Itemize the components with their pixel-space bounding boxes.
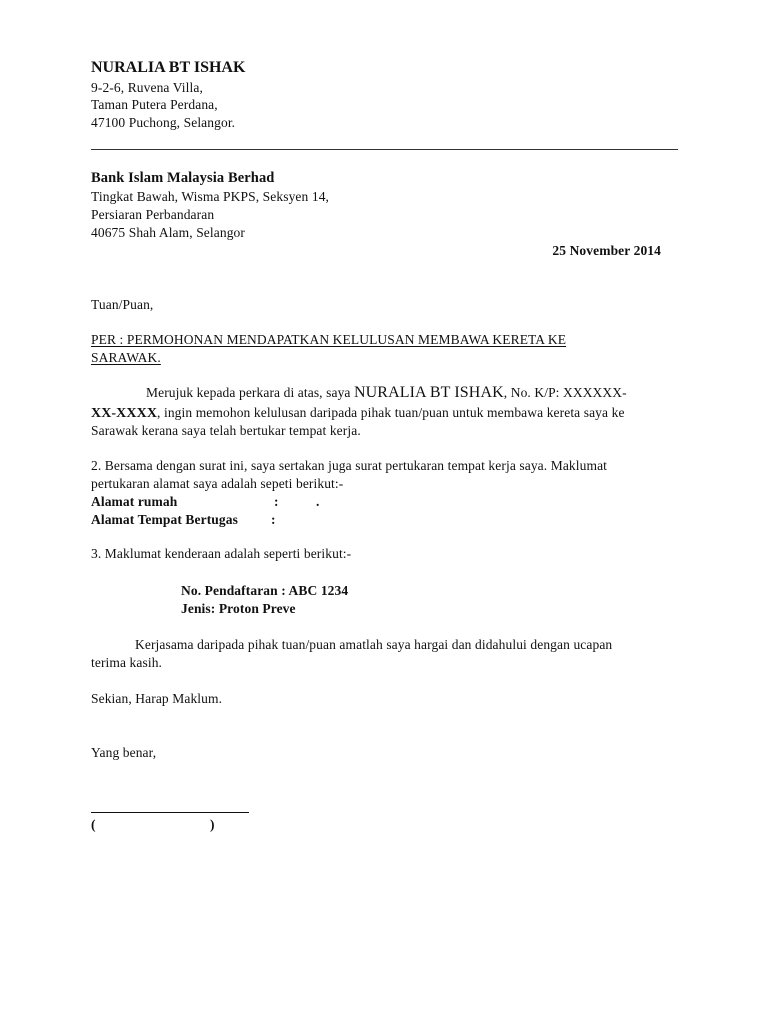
para2-line-2: pertukaran alamat saya adalah sepeti berikut:-	[91, 476, 344, 491]
yang-benar: Yang benar,	[91, 745, 157, 760]
signature-line	[91, 812, 249, 813]
para1-ic-end: XX-XXXX	[91, 406, 158, 421]
home-address-colon: :	[274, 494, 279, 509]
vehicle-type: Jenis: Proton Preve	[181, 601, 296, 616]
letter-date: 25 November 2014	[552, 243, 661, 258]
vehicle-registration: No. Pendaftaran : ABC 1234	[181, 583, 349, 598]
para1-line-2	[91, 405, 625, 422]
signature-open-paren: (	[91, 817, 96, 832]
sender-address-line-3: 47100 Puchong, Selangor.	[91, 115, 236, 130]
recipient-address-line-3: 40675 Shah Alam, Selangor	[91, 225, 245, 240]
sender-name: NURALIA BT ISHAK	[91, 59, 246, 76]
para2-line-1: 2. Bersama dengan surat ini, saya sertakan juga surat pertukaran tempat kerja saya. Maklumat	[91, 458, 608, 473]
recipient-address-line-2: Persiaran Perbandaran	[91, 207, 215, 222]
subject-line-1: PER : PERMOHONAN MENDAPATKAN KELULUSAN MEMBAWA KERETA KE	[91, 332, 567, 347]
closing-line-1: Kerjasama daripada pihak tuan/puan amatlah saya hargai dan didahului dengan ucapan	[135, 637, 613, 652]
para1-name: NURALIA BT ISHAK	[354, 384, 504, 401]
sender-address-line-1: 9-2-6, Ruvena Villa,	[91, 80, 203, 95]
sender-address-line-2: Taman Putera Perdana,	[91, 97, 218, 112]
home-address-value: .	[316, 494, 320, 509]
para1-line-3: Sarawak kerana saya telah bertukar tempat kerja.	[91, 423, 361, 438]
recipient-name: Bank Islam Malaysia Berhad	[91, 170, 275, 186]
work-address-colon: :	[271, 512, 276, 527]
para3-line: 3. Maklumat kenderaan adalah seperti berikut:-	[91, 546, 352, 561]
home-address-label: Alamat rumah	[91, 494, 178, 509]
para1-ic: , No. K/P: XXXXXX-	[503, 385, 627, 400]
para1-pre: Merujuk kepada perkara di atas, saya	[146, 385, 354, 400]
recipient-address-line-1: Tingkat Bawah, Wisma PKPS, Seksyen 14,	[91, 189, 330, 204]
para1-line-1	[146, 384, 627, 402]
closing-line-2: terima kasih.	[91, 655, 163, 670]
signature-close-paren: )	[210, 817, 215, 832]
header-divider	[91, 149, 678, 150]
work-address-label: Alamat Tempat Bertugas	[91, 512, 238, 527]
subject-line-2: SARAWAK.	[91, 350, 161, 365]
sekian-line: Sekian, Harap Maklum.	[91, 691, 223, 706]
salutation: Tuan/Puan,	[91, 297, 154, 312]
para1-line-2-rest: , ingin memohon kelulusan daripada pihak tuan/puan untuk membawa kereta saya ke	[157, 405, 625, 420]
